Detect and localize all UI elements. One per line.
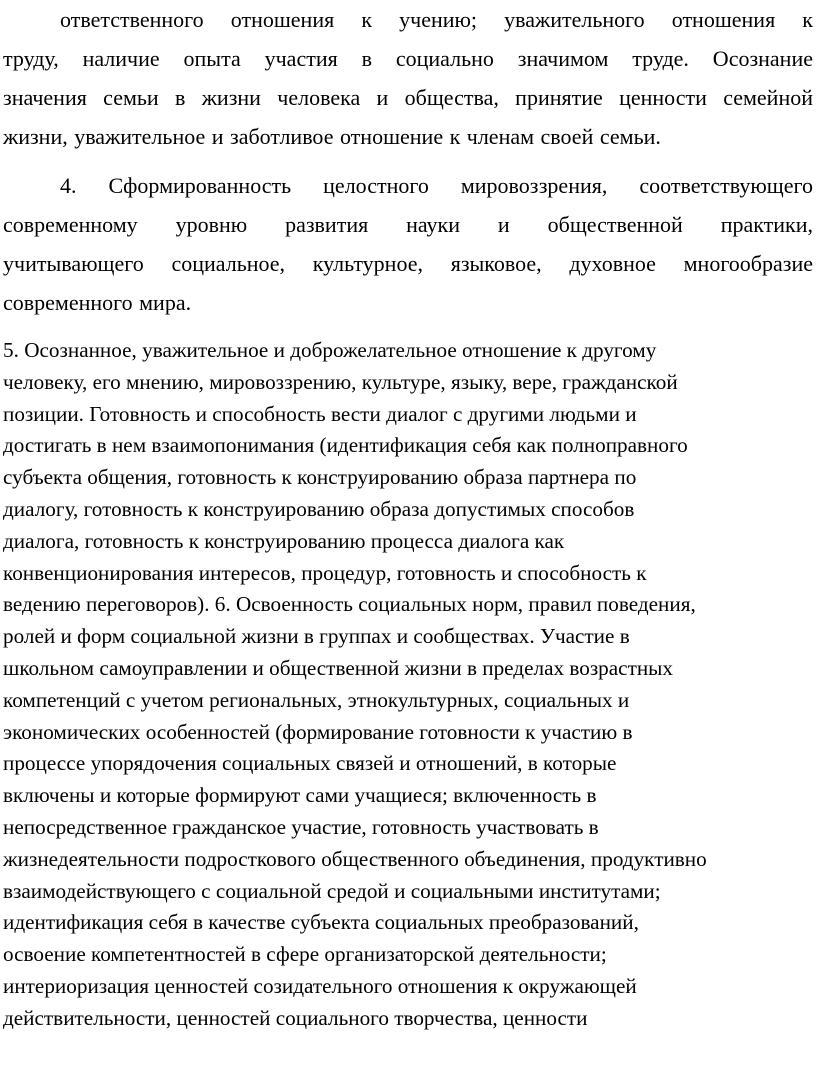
text-line: ролей и форм социальной жизни в группах и сообществах. Участие в bbox=[3, 624, 630, 649]
text-line: учитывающего социальное, культурное, языковое, духовное многообразие bbox=[3, 251, 813, 276]
text-line: процессе упорядочения социальных связей и отношений, в которые bbox=[3, 751, 617, 776]
text-line: диалогу, готовность к конструированию образа допустимых способов bbox=[3, 496, 635, 521]
text-line: ведению переговоров). 6. Освоенность социальных норм, правил поведения, bbox=[3, 592, 696, 617]
text-line: 4. Сформированность целостного мировоззрения, соответствующего bbox=[60, 173, 813, 198]
text-line: конвенционирования интересов, процедур, готовность и способность к bbox=[3, 560, 647, 585]
text-line: взаимодействующего с социальной средой и социальными институтами; bbox=[3, 878, 661, 903]
text-line: субъекта общения, готовность к конструированию образа партнера по bbox=[3, 465, 637, 490]
text-line: достигать в нем взаимопонимания (идентификация себя как полноправного bbox=[3, 433, 688, 458]
text-line: диалога, готовность к конструированию процесса диалога как bbox=[3, 528, 565, 553]
text-line: интериоризация ценностей созидательного отношения к окружающей bbox=[3, 973, 637, 998]
text-line: значения семьи в жизни человека и общества, принятие ценности семейной bbox=[3, 85, 813, 110]
text-line: современного мира. bbox=[3, 290, 192, 315]
text-line: школьном самоуправлении и общественной жизни в пределах возрастных bbox=[3, 655, 674, 680]
text-line: идентификация себя в качестве субъекта социальных преобразований, bbox=[3, 910, 639, 935]
text-line: компетенций с учетом региональных, этнокультурных, социальных и bbox=[3, 687, 630, 712]
text-line: труду, наличие опыта участия в социально значимом труде. Осознание bbox=[3, 46, 813, 71]
text-line: экономических особенностей (формирование готовности к участию в bbox=[3, 719, 633, 744]
text-line: жизнедеятельности подросткового общественного объединения, продуктивно bbox=[3, 846, 707, 871]
text-line: 5. Осознанное, уважительное и доброжелательное отношение к другому bbox=[3, 338, 657, 362]
text-line: позиции. Готовность и способность вести диалог с другими людьми и bbox=[3, 401, 637, 426]
text-line: современному уровню развития науки и общественной практики, bbox=[3, 212, 813, 237]
text-line: жизни, уважительное и заботливое отношение к членам своей семьи. bbox=[3, 124, 661, 149]
text-line: ответственного отношения к учению; уважительного отношения к bbox=[60, 7, 813, 32]
text-line: действительности, ценностей социального творчества, ценности bbox=[3, 1005, 588, 1030]
text-line: освоение компетентностей в сфере организаторской деятельности; bbox=[3, 942, 607, 967]
paragraph-item-5 bbox=[3, 335, 813, 1035]
text-line: включены и которые формируют сами учащиеся; включенность в bbox=[3, 783, 597, 808]
text-line: человеку, его мнению, мировоззрению, культуре, языку, вере, гражданской bbox=[3, 369, 678, 394]
text-line: непосредственное гражданское участие, готовность участвовать в bbox=[3, 814, 599, 839]
paragraph-item-4 bbox=[3, 166, 813, 322]
paragraph-continuation bbox=[3, 0, 813, 156]
